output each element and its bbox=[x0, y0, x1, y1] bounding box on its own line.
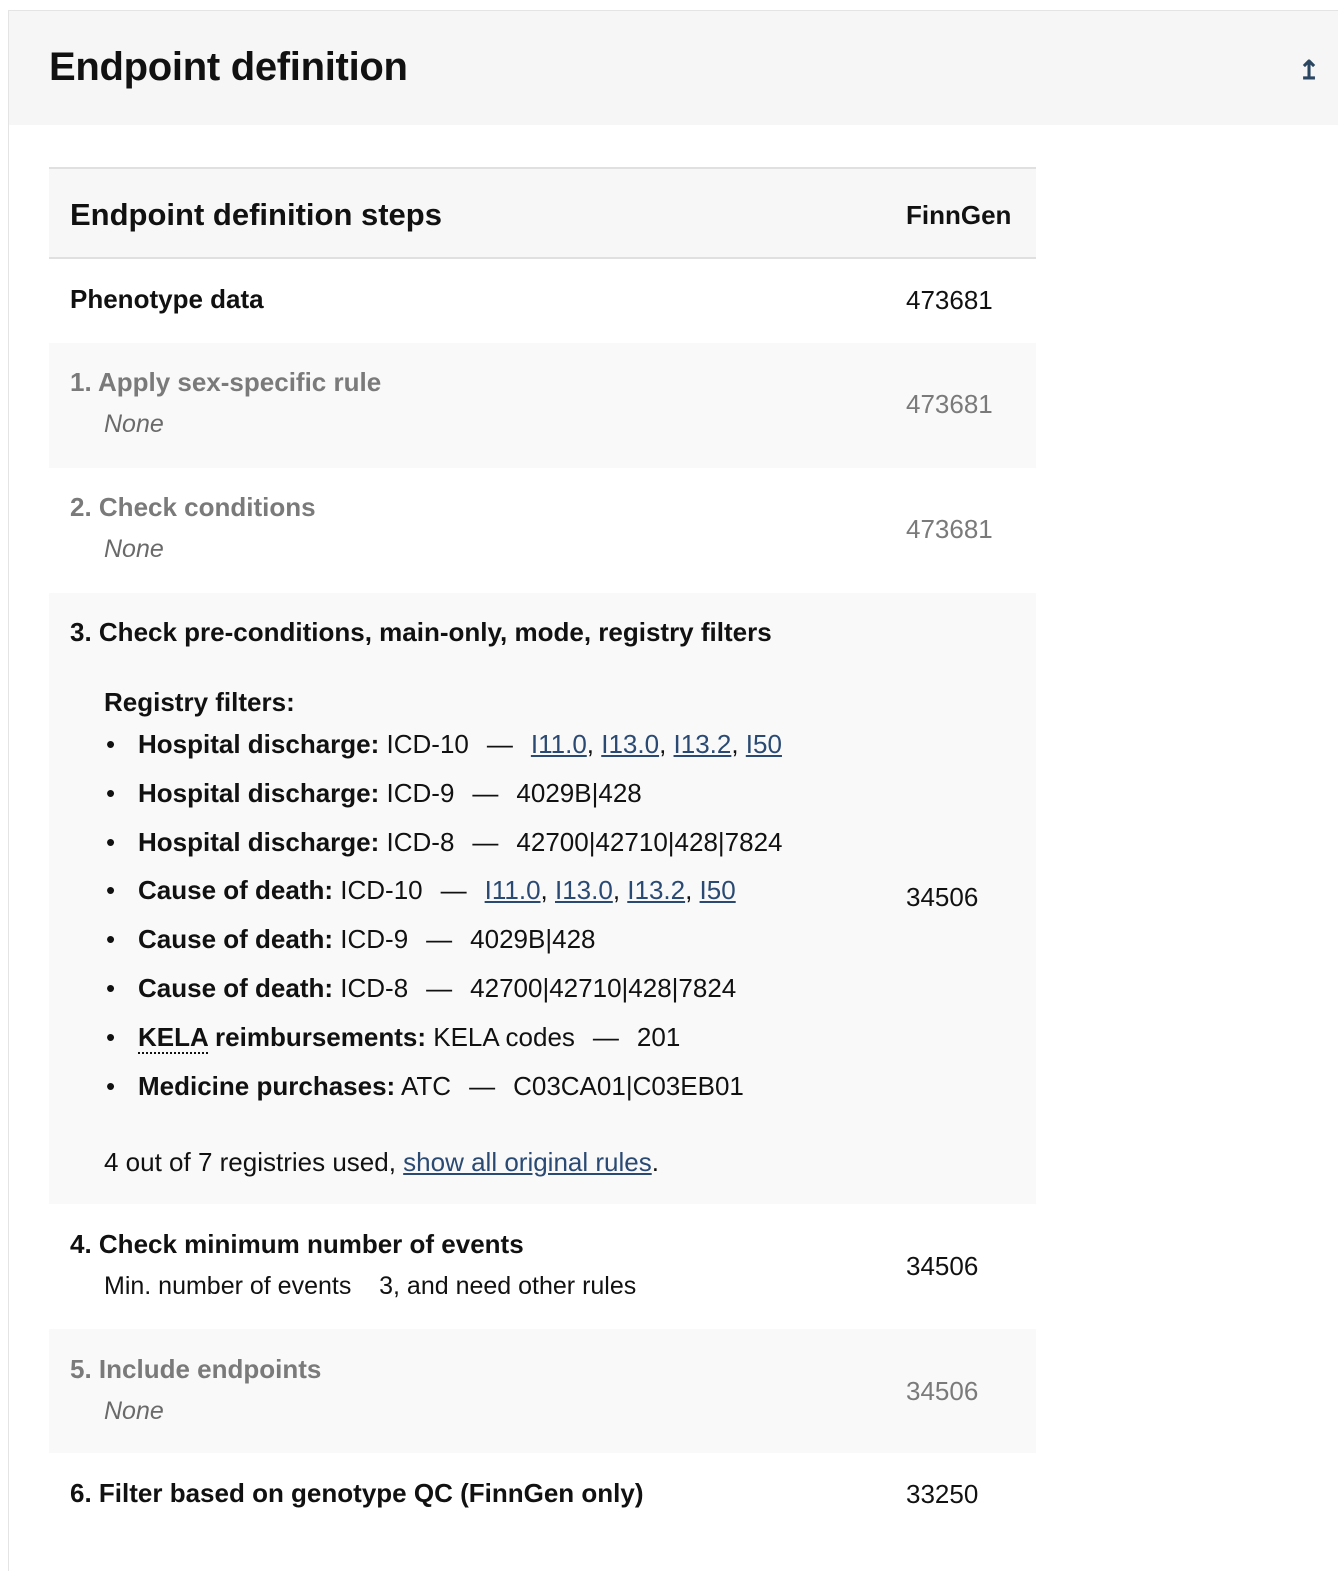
phenotype-count: 473681 bbox=[906, 285, 993, 315]
table-header bbox=[49, 169, 1036, 259]
table-row-phenotype bbox=[49, 259, 1036, 343]
code-link-i11-0[interactable]: I11.0 bbox=[484, 875, 541, 906]
registry-filter-item: • Cause of death: ICD-8 — 42700|42710|428|7824 bbox=[106, 972, 737, 1003]
registry-filter-item: • Cause of death: ICD-9 — 4029B|428 bbox=[106, 924, 596, 955]
registry-filter-item: • KELA reimbursements: KELA codes — 201 bbox=[106, 1021, 681, 1052]
code-link-i13-0[interactable]: I13.0 bbox=[601, 729, 660, 759]
step-2-label: 2. Check conditions bbox=[70, 492, 316, 522]
step-2-detail: None bbox=[104, 535, 164, 563]
step-1-detail: None bbox=[104, 410, 164, 438]
collapse-icon[interactable]: ↥ bbox=[1298, 54, 1320, 85]
step-5-count: 34506 bbox=[906, 1376, 979, 1406]
column-finngen: FinnGen bbox=[906, 200, 1012, 230]
table-row-step-6 bbox=[49, 1453, 1036, 1537]
code-link-i11-0[interactable]: I11.0 bbox=[530, 729, 587, 759]
show-all-original-rules-link[interactable]: show all original rules bbox=[403, 1147, 652, 1177]
code-link-i50[interactable]: I50 bbox=[745, 729, 782, 759]
registries-summary: 4 out of 7 registries used, show all original rules. bbox=[104, 1147, 659, 1177]
registry-filters-title: Registry filters: bbox=[104, 687, 295, 717]
step-1-label: 1. Apply sex-specific rule bbox=[70, 367, 382, 397]
registry-filter-item: • Medicine purchases: ATC — C03CA01|C03EB01 bbox=[106, 1070, 744, 1101]
registry-filter-item: • Hospital discharge: ICD-8 — 42700|42710|428|7824 bbox=[106, 826, 783, 857]
table-row-step-2 bbox=[49, 468, 1036, 593]
table-row-step-3 bbox=[49, 593, 1036, 1204]
step-5-label: 5. Include endpoints bbox=[70, 1354, 322, 1384]
table-header-title: Endpoint definition steps bbox=[70, 197, 442, 232]
code-link-i13-2[interactable]: I13.2 bbox=[673, 729, 732, 759]
step-2-count: 473681 bbox=[906, 514, 993, 544]
registry-filter-item: • Hospital discharge: ICD-9 — 4029B|428 bbox=[106, 777, 642, 808]
code-link-i50[interactable]: I50 bbox=[699, 875, 736, 906]
kela-abbreviation[interactable]: KELA bbox=[138, 1021, 208, 1052]
registry-filter-item: • Cause of death: ICD-10 — I11.0, I13.0, I13.2, I50 bbox=[106, 875, 736, 906]
endpoint-steps-table bbox=[49, 167, 1036, 1537]
table-row-step-5 bbox=[49, 1329, 1036, 1453]
registry-filters-list bbox=[104, 729, 783, 1119]
step-6-count: 33250 bbox=[906, 1479, 979, 1509]
panel-header bbox=[9, 11, 1338, 125]
table-row-step-4 bbox=[49, 1204, 1036, 1329]
step-6-label: 6. Filter based on genotype QC (FinnGen only) bbox=[70, 1478, 644, 1508]
step-3-count: 34506 bbox=[906, 882, 979, 912]
table-row-step-1 bbox=[49, 343, 1036, 468]
step-4-detail: Min. number of events 3, and need other rules bbox=[104, 1272, 637, 1300]
endpoint-definition-panel bbox=[8, 10, 1338, 1571]
registry-filter-item: • Hospital discharge: ICD-10 — I11.0, I13.0, I13.2, I50 bbox=[106, 729, 782, 759]
step-4-count: 34506 bbox=[906, 1251, 979, 1281]
step-5-detail: None bbox=[104, 1397, 164, 1425]
code-link-i13-2[interactable]: I13.2 bbox=[627, 875, 686, 906]
step-3-label: 3. Check pre-conditions, main-only, mode, registry filters bbox=[70, 617, 772, 647]
panel-title: Endpoint definition bbox=[49, 45, 408, 89]
step-1-count: 473681 bbox=[906, 389, 993, 419]
code-link-i13-0[interactable]: I13.0 bbox=[554, 875, 613, 906]
step-4-label: 4. Check minimum number of events bbox=[70, 1229, 524, 1259]
phenotype-label: Phenotype data bbox=[70, 284, 264, 314]
